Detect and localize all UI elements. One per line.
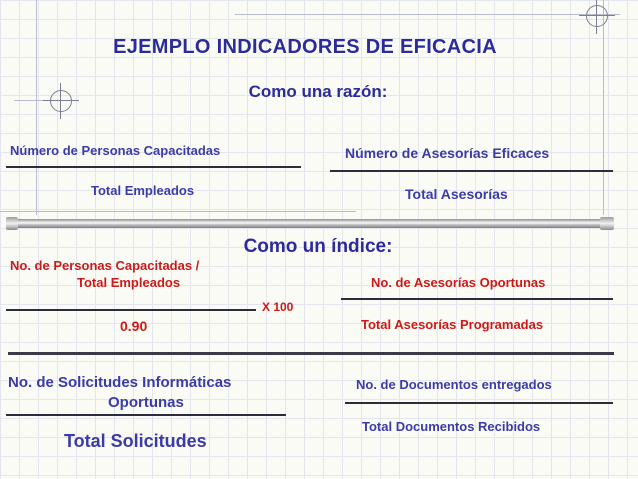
bottom-left-numerator-line1: No. de Solicitudes Informáticas — [8, 374, 232, 391]
razon-heading: Como una razón: — [248, 82, 388, 101]
frame-line-right — [603, 0, 604, 215]
frame-line-left — [36, 0, 37, 215]
indice-left-result: 0.90 — [120, 318, 148, 334]
indice-right-numerator: No. de Asesorías Oportunas — [371, 275, 546, 290]
frame-line-top — [235, 14, 620, 15]
separator-rule — [8, 352, 614, 355]
indice-left-fraction-line — [6, 309, 256, 311]
bottom-left-numerator-line2: Oportunas — [108, 394, 184, 411]
razon-right-denominator: Total Asesorías — [405, 186, 508, 202]
page-title: EJEMPLO INDICADORES DE EFICACIA — [113, 36, 497, 58]
indice-left-numerator-line2: Total Empleados — [77, 275, 181, 290]
razon-left-denominator: Total Empleados — [91, 183, 195, 198]
razon-left-fraction-line — [6, 166, 301, 168]
razon-right-fraction-line — [330, 170, 613, 172]
razon-left-numerator: Número de Personas Capacitadas — [10, 143, 221, 158]
indice-left-numerator-line1: No. de Personas Capacitadas / — [10, 258, 200, 273]
bottom-left-denominator: Total Solicitudes — [64, 431, 207, 451]
bottom-right-fraction-line — [345, 402, 613, 404]
separator-band-start — [6, 217, 18, 230]
indice-heading: Como un índice: — [243, 236, 393, 257]
razon-right-numerator: Número de Asesorías Eficaces — [345, 145, 550, 161]
frame-line-low — [0, 211, 356, 212]
bottom-left-fraction-line — [6, 414, 286, 416]
indice-right-denominator: Total Asesorías Programadas — [361, 317, 544, 332]
separator-band — [8, 219, 612, 228]
bottom-right-numerator: No. de Documentos entregados — [356, 377, 552, 392]
indice-multiplier: X 100 — [262, 300, 294, 314]
separator-band-end — [600, 217, 614, 230]
bottom-right-denominator: Total Documentos Recibidos — [362, 419, 541, 434]
indice-right-fraction-line — [341, 298, 613, 300]
crosshair-top-right-icon — [586, 5, 608, 27]
